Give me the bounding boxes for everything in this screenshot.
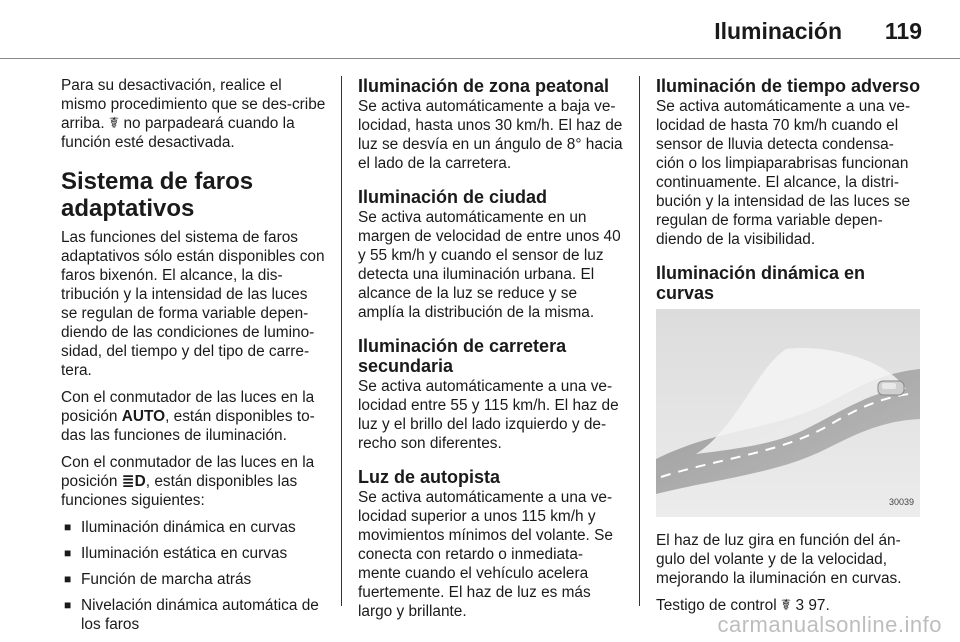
page-reference-arrow-icon: 3 — [795, 597, 805, 614]
section-title: Iluminación — [714, 18, 842, 44]
intro-paragraph: Para su desactivación, realice el mismo procedimiento que se des-cribe arriba. ☤ no parpadeará cuando la función esté desactivada. — [61, 77, 326, 151]
section-text: Se activa automáticamente a una ve-locidad entre 55 y 115 km/h. El haz de luz y el brillo del lado izquierdo y de-recho son diferentes. — [358, 378, 619, 452]
figure-caption: El haz de luz gira en función del án-gulo del volante y de la velocidad, mejorando la iluminación en curvas. — [656, 532, 902, 587]
watermark: carmanualsonline.info — [717, 612, 942, 637]
control-indicator-reference: Testigo de control ☤ 3 97. — [656, 597, 830, 614]
town-lighting-section — [358, 187, 624, 322]
low-beam-icon: ≣D — [121, 473, 146, 490]
section-text: Se activa automáticamente en un margen de velocidad de entre unos 40 y 55 km/h y cuando el sensor de luz detecta una iluminación urbana. El alcance de la luz se reduce y se amplía la distribución de la misma. — [358, 209, 621, 321]
list-item: ■ Iluminación dinámica en curvas — [64, 519, 296, 536]
bullet-icon: ■ — [64, 520, 72, 534]
section-heading: Iluminación de zona peatonal — [358, 76, 610, 96]
column-divider-2 — [639, 76, 640, 606]
list-item: ■ Iluminación estática en curvas — [64, 545, 288, 562]
page-header — [0, 0, 960, 58]
column-2 — [358, 76, 624, 635]
bullet-icon: ■ — [64, 546, 72, 560]
road-curve-image — [656, 309, 920, 517]
figure-code: 30039 — [888, 497, 914, 507]
afl-paragraph-3: Con el conmutador de las luces en la posición ≣D, están disponibles las funciones siguientes: — [61, 454, 315, 509]
headlight-warning-icon: ☤ — [108, 115, 120, 132]
headlight-warning-icon: ☤ — [780, 597, 792, 614]
adverse-weather-section — [656, 76, 922, 249]
section-text: Se activa automáticamente a una ve-locidad superior a unos 115 km/h y movimientos mínimos del volante. Se conecta con retardo o inmediata-mente cuando el vehículo acelera fuertemente. El haz de luz es más largo y brillante. — [358, 489, 613, 620]
section-heading: Iluminación de tiempo adverso — [656, 76, 921, 96]
section-heading: Iluminación de carretera secundaria — [358, 336, 567, 376]
afl-heading: Sistema de faros adaptativos — [61, 168, 254, 222]
list-item: ■ Función de marcha atrás — [64, 571, 252, 588]
section-heading: Iluminación dinámica en curvas — [656, 263, 866, 303]
afl-paragraph-2: Con el conmutador de las luces en la posición AUTO, están disponibles to-das las funciones de iluminación. — [61, 389, 315, 444]
curve-lighting-illustration — [656, 309, 920, 517]
column-divider-1 — [341, 76, 342, 606]
section-heading: Iluminación de ciudad — [358, 187, 548, 207]
afl-paragraph-1: Las funciones del sistema de faros adaptativos sólo están disponibles con faros bixenón. El alcance, la dis-tribución y la intensidad de las luces se regulan de forma variable depen-diendo de las condiciones de lumino-sidad, del tiempo y del tipo de carre-tera. — [61, 229, 325, 379]
pedestrian-lighting-section — [358, 76, 624, 173]
function-list — [61, 518, 327, 634]
auto-label: AUTO — [121, 408, 166, 425]
column-3 — [656, 76, 922, 623]
motorway-light-section — [358, 467, 624, 621]
section-heading: Luz de autopista — [358, 467, 501, 487]
page-number: 119 — [884, 18, 922, 44]
bullet-icon: ■ — [64, 572, 72, 586]
section-text: Se activa automáticamente a una ve-locidad de hasta 70 km/h cuando el sensor de lluvia detecta condensa-ción o los limpiaparabrisas funcionan continuamente. El alcance, la distri-bución y la intensidad de las luces se regulan de forma variable depen-diendo de la visibilidad. — [656, 98, 911, 248]
header-divider — [0, 58, 960, 59]
bullet-icon: ■ — [64, 598, 72, 612]
list-item: ■ Nivelación dinámica automática de los faros — [64, 597, 319, 633]
section-text: Se activa automáticamente a baja ve-locidad, hasta unos 30 km/h. El haz de luz se desvía en un ángulo de 8° hacia el lado de la carretera. — [358, 98, 623, 172]
country-road-lighting-section — [358, 336, 624, 453]
column-1 — [61, 76, 327, 641]
